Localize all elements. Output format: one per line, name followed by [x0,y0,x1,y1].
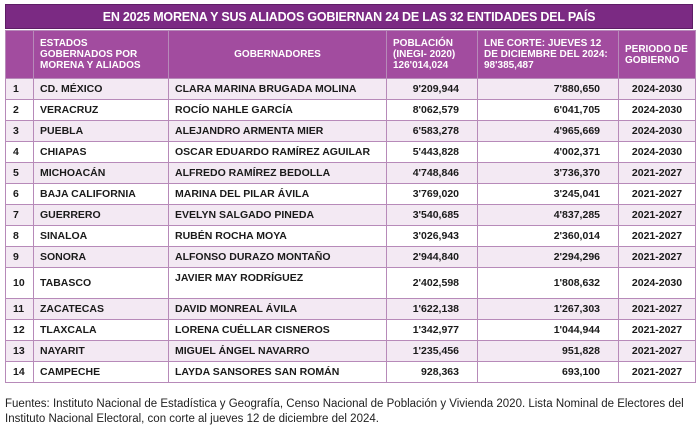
cell-period: 2021-2027 [619,226,696,247]
cell-state: CAMPECHE [34,362,169,383]
table-row [6,268,696,299]
table-body [6,79,696,383]
cell-population: 1'235,456 [387,341,478,362]
cell-governor: MARINA DEL PILAR ÁVILA [169,184,387,205]
table-row [6,205,696,226]
cell-lne: 1'808,632 [478,268,619,299]
cell-period: 2021-2027 [619,341,696,362]
table-row [6,163,696,184]
cell-state: SINALOA [34,226,169,247]
cell-index: 7 [6,205,34,226]
cell-state: SONORA [34,247,169,268]
cell-lne: 4'837,285 [478,205,619,226]
cell-governor: OSCAR EDUARDO RAMÍREZ AGUILAR [169,142,387,163]
cell-governor: ALFONSO DURAZO MONTAÑO [169,247,387,268]
cell-governor: MIGUEL ÁNGEL NAVARRO [169,341,387,362]
cell-state: TLAXCALA [34,320,169,341]
cell-period: 2021-2027 [619,205,696,226]
cell-population: 3'026,943 [387,226,478,247]
cell-population: 3'769,020 [387,184,478,205]
cell-index: 12 [6,320,34,341]
table-row [6,121,696,142]
cell-state: CHIAPAS [34,142,169,163]
cell-population: 1'342,977 [387,320,478,341]
cell-lne: 4'002,371 [478,142,619,163]
cell-governor: ALEJANDRO ARMENTA MIER [169,121,387,142]
table-row [6,320,696,341]
header-state: ESTADOS GOBERNADOS POR MORENA Y ALIADOS [34,31,169,79]
cell-lne: 2'360,014 [478,226,619,247]
cell-governor: ROCÍO NAHLE GARCÍA [169,100,387,121]
cell-governor: CLARA MARINA BRUGADA MOLINA [169,79,387,100]
cell-population: 2'402,598 [387,268,478,299]
cell-state: GUERRERO [34,205,169,226]
cell-lne: 1'267,303 [478,299,619,320]
cell-population: 9'209,944 [387,79,478,100]
cell-governor: RUBÉN ROCHA MOYA [169,226,387,247]
cell-period: 2024-2030 [619,121,696,142]
cell-state: NAYARIT [34,341,169,362]
cell-population: 3'540,685 [387,205,478,226]
cell-index: 11 [6,299,34,320]
cell-state: MICHOACÁN [34,163,169,184]
table-row [6,341,696,362]
cell-population: 6'583,278 [387,121,478,142]
table-row [6,362,696,383]
table-row [6,79,696,100]
cell-state: ZACATECAS [34,299,169,320]
header-governor: GOBERNADORES [169,31,387,79]
cell-period: 2024-2030 [619,79,696,100]
cell-lne: 951,828 [478,341,619,362]
cell-state: PUEBLA [34,121,169,142]
cell-index: 9 [6,247,34,268]
cell-index: 6 [6,184,34,205]
cell-period: 2021-2027 [619,299,696,320]
cell-index: 4 [6,142,34,163]
cell-lne: 2'294,296 [478,247,619,268]
header-index [6,31,34,79]
cell-lne: 693,100 [478,362,619,383]
table-row [6,247,696,268]
cell-lne: 6'041,705 [478,100,619,121]
cell-index: 13 [6,341,34,362]
cell-governor: ALFREDO RAMÍREZ BEDOLLA [169,163,387,184]
cell-index: 1 [6,79,34,100]
cell-population: 2'944,840 [387,247,478,268]
table-title: EN 2025 MORENA Y SUS ALIADOS GOBIERNAN 24 DE LAS 32 ENTIDADES DEL PAÍS [5,4,693,29]
cell-governor: EVELYN SALGADO PINEDA [169,205,387,226]
table-row [6,226,696,247]
header-row [6,31,696,79]
cell-index: 2 [6,100,34,121]
cell-index: 5 [6,163,34,184]
cell-period: 2024-2030 [619,100,696,121]
cell-state: BAJA CALIFORNIA [34,184,169,205]
cell-period: 2021-2027 [619,320,696,341]
cell-index: 8 [6,226,34,247]
cell-lne: 4'965,669 [478,121,619,142]
table-row [6,100,696,121]
cell-governor: JAVIER MAY RODRÍGUEZ [169,268,387,299]
cell-period: 2021-2027 [619,184,696,205]
cell-lne: 3'245,041 [478,184,619,205]
table-row [6,299,696,320]
cell-population: 8'062,579 [387,100,478,121]
cell-population: 1'622,138 [387,299,478,320]
cell-state: VERACRUZ [34,100,169,121]
cell-population: 928,363 [387,362,478,383]
cell-period: 2024-2030 [619,142,696,163]
cell-lne: 3'736,370 [478,163,619,184]
cell-period: 2021-2027 [619,163,696,184]
cell-period: 2021-2027 [619,362,696,383]
header-population: POBLACIÓN (INEGI- 2020) 126'014,024 [387,31,478,79]
header-period: PERIODO DE GOBIERNO [619,31,696,79]
cell-governor: DAVID MONREAL ÁVILA [169,299,387,320]
cell-period: 2024-2030 [619,268,696,299]
cell-population: 4'748,846 [387,163,478,184]
cell-period: 2021-2027 [619,247,696,268]
cell-state: CD. MÉXICO [34,79,169,100]
cell-index: 3 [6,121,34,142]
table-row [6,142,696,163]
cell-population: 5'443,828 [387,142,478,163]
cell-lne: 1'044,944 [478,320,619,341]
table-row [6,184,696,205]
cell-index: 14 [6,362,34,383]
cell-index: 10 [6,268,34,299]
header-lne: LNE CORTE: JUEVES 12 DE DICIEMBRE DEL 2024: 98'385,487 [478,31,619,79]
governors-table [5,30,696,383]
cell-state: TABASCO [34,268,169,299]
source-note: Fuentes: Instituto Nacional de Estadística y Geografía, Censo Nacional de Población y Vivienda 2020. Lista Nominal de Electores del Instituto Nacional Electoral, con corte al jueves 12 de diciembre del 2024. [5,398,684,425]
cell-governor: LAYDA SANSORES SAN ROMÁN [169,362,387,383]
cell-governor: LORENA CUÉLLAR CISNEROS [169,320,387,341]
cell-lne: 7'880,650 [478,79,619,100]
